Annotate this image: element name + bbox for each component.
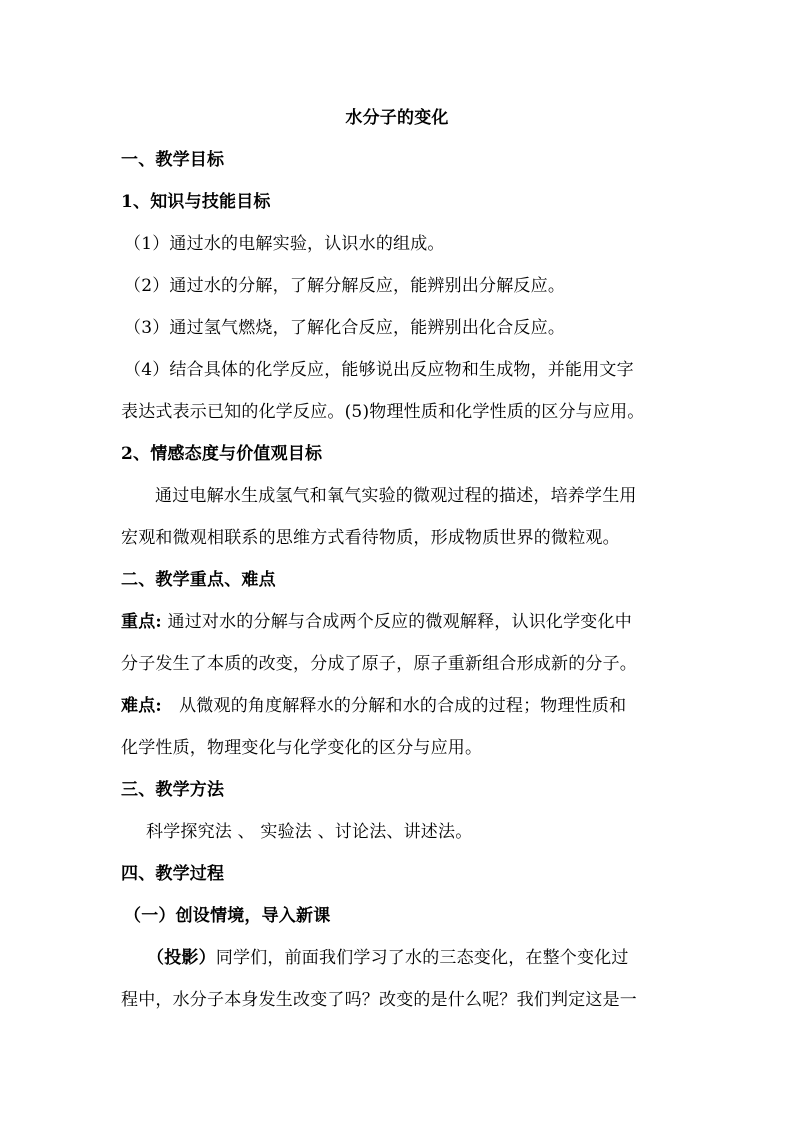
section-heading-methods: 三、教学方法 [121,780,225,800]
attitude-paragraph-line-1: 通过电解水生成氢气和氧气实验的微观过程的描述，培养学生用 [155,486,637,506]
subheading-introduction: （一）创设情境，导入新课 [124,906,331,926]
section-heading-key-points: 二、教学重点、难点 [121,570,276,590]
difficulty-text: 从微观的角度解释水的分解和水的合成的过程；物理性质和 [161,696,627,716]
subheading-attitude-values: 2、情感态度与价值观目标 [121,444,323,464]
key-point-line-1 [121,611,632,633]
key-point-label: 重点: [121,612,162,632]
objective-item-2: （2）通过水的分解，了解分解反应，能辨别出分解反应。 [124,276,566,296]
process-paragraph-line-2: 程中，水分子本身发生改变了吗？改变的是什么呢？我们判定这是一 [121,990,637,1010]
difficulty-label: 难点: [121,696,162,716]
section-heading-process: 四、教学过程 [121,864,225,884]
objective-item-1: （1）通过水的电解实验，认识水的组成。 [124,234,445,254]
key-point-line-2: 分子发生了本质的改变，分成了原子，原子重新组合形成新的分子。 [121,654,637,674]
key-point-text: 通过对水的分解与合成两个反应的微观解释，认识化学变化中 [161,612,632,632]
process-text: 同学们，前面我们学习了水的三态变化，在整个变化过 [215,948,629,968]
difficulty-line-1 [121,695,626,717]
attitude-paragraph-line-2: 宏观和微观相联系的思维方式看待物质，形成物质世界的微粒观。 [121,528,620,548]
subheading-knowledge-skills: 1、知识与技能目标 [121,192,271,212]
projection-label: （投影） [147,948,216,968]
objective-item-4: （4）结合具体的化学反应，能够说出反应物和生成物，并能用文字 [124,360,634,380]
objective-item-4-continued: 表达式表示已知的化学反应。(5)物理性质和化学性质的区分与应用。 [121,402,645,422]
document-title: 水分子的变化 [345,108,449,128]
difficulty-line-2: 化学性质，物理变化与化学变化的区分与应用。 [121,738,483,758]
methods-text: 科学探究法 、 实验法 、讨论法、讲述法。 [146,822,473,842]
section-heading-objectives: 一、教学目标 [121,150,225,170]
process-paragraph-line-1 [147,947,629,969]
objective-item-3: （3）通过氢气燃烧，了解化合反应，能辨别出化合反应。 [124,318,566,338]
